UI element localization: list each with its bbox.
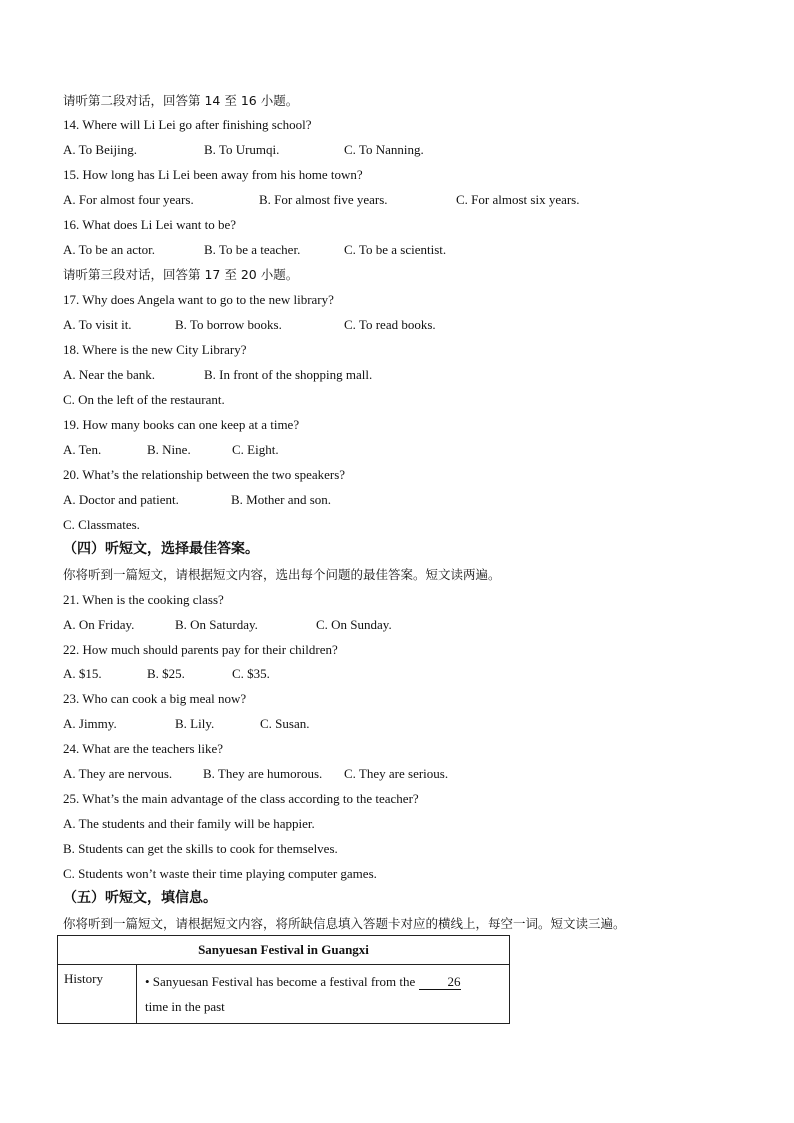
q23-option-c: C. Susan. — [260, 716, 310, 731]
question-17: 17. Why does Angela want to go to the new library? — [63, 292, 334, 307]
table-row-content — [137, 965, 510, 1024]
table-title: Sanyuesan Festival in Guangxi — [58, 936, 510, 965]
q21-option-b: B. On Saturday. — [175, 617, 258, 632]
q18-option-c: C. On the left of the restaurant. — [63, 392, 225, 407]
q22-option-b: B. $25. — [147, 666, 185, 681]
history-text: • Sanyuesan Festival has become a festival from the — [145, 974, 416, 989]
q20-option-b: B. Mother and son. — [231, 492, 332, 507]
q20-option-a: A. Doctor and patient. — [63, 492, 179, 507]
q25-option-c: C. Students won’t waste their time playing computer games. — [63, 866, 377, 881]
q14-option-a: A. To Beijing. — [63, 142, 137, 157]
q14-option-c: C. To Nanning. — [344, 142, 424, 157]
question-25: 25. What’s the main advantage of the class according to the teacher? — [63, 791, 419, 806]
question-19: 19. How many books can one keep at a time? — [63, 417, 300, 432]
q17-option-c: C. To read books. — [344, 317, 436, 332]
q16-option-a: A. To be an actor. — [63, 242, 155, 257]
section-5-instructions: 你将听到一篇短文，请根据短文内容，将所缺信息填入答题卡对应的横线上，每空一词。短文读三遍。 — [63, 916, 626, 931]
question-18: 18. Where is the new City Library? — [63, 342, 247, 357]
q17-option-b: B. To borrow books. — [175, 317, 282, 332]
q15-option-b: B. For almost five years. — [259, 192, 388, 207]
q20-option-c: C. Classmates. — [63, 517, 140, 532]
q24-option-b: B. They are humorous. — [203, 766, 323, 781]
question-20: 20. What’s the relationship between the two speakers? — [63, 467, 346, 482]
blank-26[interactable]: 26 — [419, 974, 461, 990]
section-5-title: （五）听短文，填信息。 — [63, 890, 217, 906]
q15-option-a: A. For almost four years. — [63, 192, 194, 207]
q18-option-a: A. Near the bank. — [63, 367, 156, 382]
q24-option-a: A. They are nervous. — [63, 766, 173, 781]
q25-option-b: B. Students can get the skills to cook for themselves. — [63, 841, 338, 856]
q22-option-a: A. $15. — [63, 666, 102, 681]
q22-option-c: C. $35. — [232, 666, 270, 681]
part2-intro: 请听第二段对话，回答第 14 至 16 小题。 — [63, 93, 299, 108]
question-15: 15. How long has Li Lei been away from his home town? — [63, 167, 363, 182]
q24-option-c: C. They are serious. — [344, 766, 449, 781]
question-23: 23. Who can cook a big meal now? — [63, 691, 247, 706]
q18-option-b: B. In front of the shopping mall. — [204, 367, 373, 382]
history-text-continued: time in the past — [145, 999, 225, 1014]
question-21: 21. When is the cooking class? — [63, 592, 224, 607]
q25-option-a: A. The students and their family will be happier. — [63, 816, 315, 831]
section-4-title: （四）听短文，选择最佳答案。 — [63, 541, 259, 557]
q16-option-b: B. To be a teacher. — [204, 242, 301, 257]
q21-option-a: A. On Friday. — [63, 617, 135, 632]
q19-option-b: B. Nine. — [147, 442, 191, 457]
q17-option-a: A. To visit it. — [63, 317, 132, 332]
q15-option-c: C. For almost six years. — [456, 192, 580, 207]
question-22: 22. How much should parents pay for their children? — [63, 642, 338, 657]
q21-option-c: C. On Sunday. — [316, 617, 392, 632]
part3-intro: 请听第三段对话，回答第 17 至 20 小题。 — [63, 267, 299, 282]
q23-option-b: B. Lily. — [175, 716, 215, 731]
q14-option-b: B. To Urumqi. — [204, 142, 280, 157]
q19-option-a: A. Ten. — [63, 442, 102, 457]
section-4-instructions: 你将听到一篇短文，请根据短文内容，选出每个问题的最佳答案。短文读两遍。 — [63, 567, 501, 582]
q23-option-a: A. Jimmy. — [63, 716, 117, 731]
question-24: 24. What are the teachers like? — [63, 741, 224, 756]
q16-option-c: C. To be a scientist. — [344, 242, 447, 257]
info-table — [57, 935, 510, 1024]
question-14: 14. Where will Li Lei go after finishing school? — [63, 117, 312, 132]
q19-option-c: C. Eight. — [232, 442, 279, 457]
table-row-label: History — [58, 965, 137, 1024]
question-16: 16. What does Li Lei want to be? — [63, 217, 237, 232]
